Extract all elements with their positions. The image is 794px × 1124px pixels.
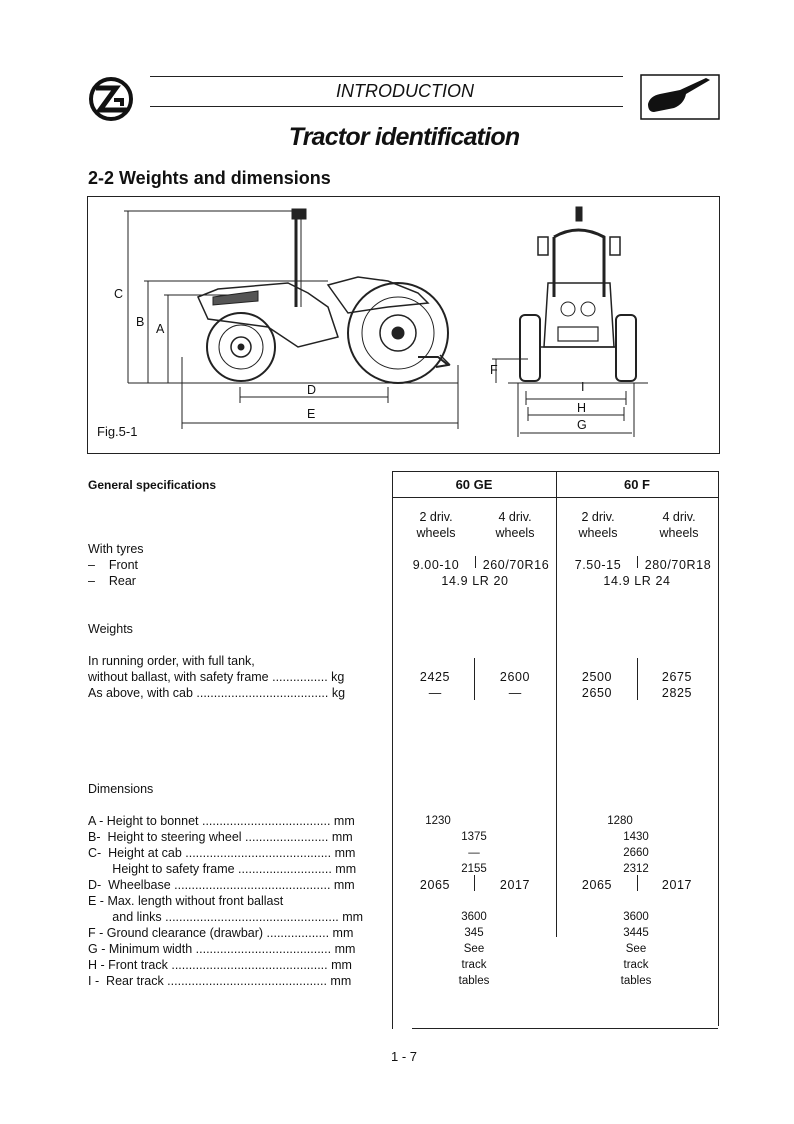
col-f-4wd-line2: wheels — [659, 526, 699, 540]
weights-line2: without ballast, with safety frame ................ kg — [88, 670, 345, 684]
tyre-rear-ge: 14.9 LR 20 — [441, 574, 509, 588]
f-min-width: See — [625, 943, 647, 955]
ge-height-bonnet: 1230 — [425, 815, 451, 827]
page-title: Tractor identification — [288, 123, 520, 151]
weight-cab-ge-2wd: — — [428, 686, 442, 700]
page-number: 1 - 7 — [390, 1049, 417, 1064]
dim-row-d: D- Wheelbase ............................................. mm — [88, 878, 355, 892]
dim-row-e: E - Max. length without front ballast — [88, 894, 284, 908]
weights-line1: In running order, with full tank, — [88, 654, 255, 668]
table-right-border — [718, 471, 719, 1026]
f-rear-track: tables — [620, 975, 652, 987]
f-height-frame: 2312 — [623, 863, 649, 875]
ge-min-width: See — [463, 943, 485, 955]
weight-cab-f-4wd: 2825 — [661, 686, 693, 700]
tractor-drawing — [88, 197, 719, 453]
brand-logo — [88, 76, 136, 122]
dim-row-c: C- Height at cab .......................................... mm — [88, 846, 356, 860]
tyres-rear-label: – Rear — [88, 574, 136, 588]
weight-running-f-4wd: 2675 — [661, 670, 693, 684]
figure-frame — [87, 196, 720, 454]
header-rule-top — [150, 76, 623, 77]
dimension-label-a: A — [156, 322, 165, 336]
figure-caption: Fig.5-1 — [97, 424, 138, 439]
weight-cab-f-2wd: 2650 — [581, 686, 613, 700]
dim-row-a: A - Height to bonnet ..................................... mm — [88, 814, 355, 828]
table-heading: General specifications — [88, 478, 217, 492]
f-front-track: track — [623, 959, 649, 971]
table-top-border — [392, 471, 718, 472]
col-ge-2wd-line2: wheels — [416, 526, 456, 540]
dim-row-e-cont: and links .................................................. mm — [88, 910, 364, 924]
tyre-front-f-2wd: 7.50-15 — [574, 558, 622, 572]
section-subtitle: 2-2 Weights and dimensions — [88, 168, 331, 188]
ge-ground-clearance: 345 — [464, 927, 484, 939]
table-mid-border — [556, 471, 557, 937]
dimensions-heading: Dimensions — [88, 782, 154, 796]
col-f-2wd-line1: 2 driv. — [581, 510, 615, 524]
col-ge-4wd-line1: 4 driv. — [498, 510, 532, 524]
dim-row-frame: Height to safety frame ........................... mm — [88, 862, 357, 876]
f-wheelbase-2wd: 2065 — [581, 878, 613, 892]
f-height-cab: 2660 — [623, 847, 649, 859]
dimension-label-g: G — [577, 418, 587, 432]
ge-front-track: track — [461, 959, 487, 971]
header-rule-bottom — [150, 106, 623, 107]
dimension-label-c: C — [114, 287, 124, 301]
dimension-label-h: H — [577, 401, 587, 415]
tyre-front-ge-2wd: 9.00-10 — [412, 558, 460, 572]
tyres-label: With tyres — [88, 542, 144, 556]
table-left-border — [392, 471, 393, 1029]
ge-max-length: 3600 — [461, 911, 487, 923]
dimension-label-i: I — [581, 380, 585, 394]
ge-wheelbase-4wd: 2017 — [499, 878, 531, 892]
f-wheelbase-4wd: 2017 — [661, 878, 693, 892]
weight-cab-ge-4wd: — — [508, 686, 522, 700]
model-60ge: 60 GE — [455, 477, 493, 492]
col-ge-4wd-line2: wheels — [495, 526, 535, 540]
table-bottom-border — [412, 1028, 718, 1029]
ge-wheelbase-2wd: 2065 — [419, 878, 451, 892]
ge-rear-track: tables — [458, 975, 490, 987]
col-f-4wd-line1: 4 driv. — [662, 510, 696, 524]
weight-ge-divider — [474, 658, 475, 700]
f-ground-clearance: 3445 — [623, 927, 649, 939]
ge-height-cab: — — [468, 847, 480, 859]
col-f-2wd-line2: wheels — [578, 526, 618, 540]
dimension-label-f: F — [490, 363, 498, 377]
weight-f-divider — [637, 658, 638, 700]
dimension-label-d: D — [307, 383, 317, 397]
col-ge-2wd-line1: 2 driv. — [419, 510, 453, 524]
tyres-front-label: – Front — [88, 558, 139, 572]
weights-heading: Weights — [88, 622, 133, 636]
section-title: INTRODUCTION — [336, 81, 474, 101]
dim-row-g: G - Minimum width ....................................... mm — [88, 942, 356, 956]
ge-height-steering: 1375 — [461, 831, 487, 843]
ge-height-frame: 2155 — [461, 863, 487, 875]
weights-line3: As above, with cab ...................................... kg — [88, 686, 346, 700]
weight-running-ge-2wd: 2425 — [419, 670, 451, 684]
f-height-bonnet: 1280 — [607, 815, 633, 827]
tyre-front-f-4wd: 280/70R18 — [644, 558, 712, 572]
tyre-rear-f: 14.9 LR 24 — [603, 574, 671, 588]
tyre-front-ge-4wd: 260/70R16 — [482, 558, 550, 572]
dim-row-h: H - Front track ............................................. mm — [88, 958, 352, 972]
weight-running-f-2wd: 2500 — [581, 670, 613, 684]
weight-running-ge-4wd: 2600 — [499, 670, 531, 684]
dimension-label-e: E — [307, 407, 316, 421]
dim-row-f: F - Ground clearance (drawbar) .................. mm — [88, 926, 354, 940]
table-header-divider — [392, 497, 718, 498]
dimension-label-b: B — [136, 315, 145, 329]
dim-row-i: I - Rear track .............................................. mm — [88, 974, 352, 988]
dim-row-b: B- Height to steering wheel ........................ mm — [88, 830, 353, 844]
hand-pointer-icon — [640, 74, 720, 120]
f-height-steering: 1430 — [623, 831, 649, 843]
model-60f: 60 F — [623, 477, 650, 492]
ge-wheelbase-divider — [474, 875, 475, 891]
f-max-length: 3600 — [623, 911, 649, 923]
